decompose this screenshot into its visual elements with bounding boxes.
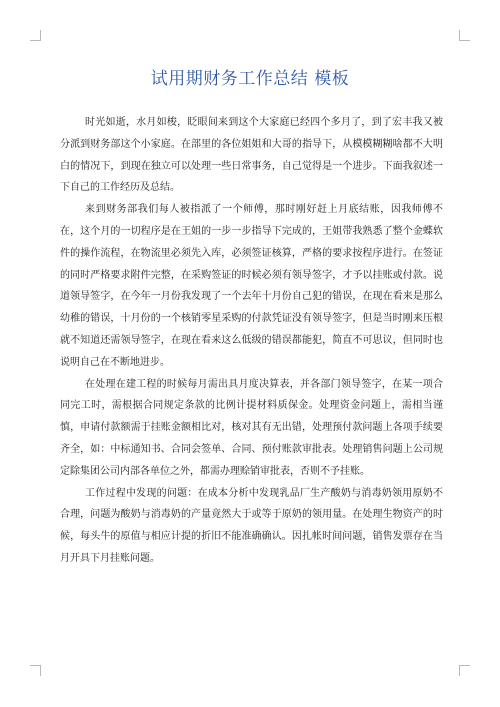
crop-mark-bottom-right (459, 665, 470, 676)
crop-mark-top-right (459, 30, 470, 41)
crop-mark-bottom-left (30, 665, 41, 676)
paragraph-3: 在处理在建工程的时候每月需出具月度决算表，并各部门领导签字，在某一项合同完工时，需根据合同规定条款的比例计提材料质保金。处理资金问题上，需相当谨慎，申请付款额需于挂账金额相比对，核对其有无出错，处理预付款问题上各项手续要齐全，如：中标通知书、合同会签单、合同、预付账款审批表。处理销售问题上公司规定除集团公司内部各单位之外，都需办理赊销审批表，否则不予挂账。 (60, 378, 443, 477)
paragraph-4: 工作过程中发现的问题：在成本分析中发现乳品厂生产酸奶与消毒奶领用原奶不合理，问题为酸奶与消毒奶的产量竟然大于或等于原奶的领用量。在处理生物资产的时候，每头牛的原值与相应计提的折旧不能准确确认。因扎帐时间问题，销售发票存在当月开具下月挂账问题。 (60, 487, 443, 564)
document-title: 试用期财务工作总结 模板 (150, 69, 350, 89)
paragraph-1: 时光如逝，水月如梭，眨眼间来到这个大家庭已经四个多月了，到了宏丰我又被分派到财务部这个小家庭。在部里的各位姐姐和大哥的指导下，从模模糊糊啥都不大明白的情况下，到现在独立可以处理一些日常事务，自己觉得是一个进步。下面我叙述一下自己的工作经历及总结。 (60, 117, 443, 194)
crop-mark-top-left (30, 30, 41, 41)
document-body (60, 112, 443, 570)
paragraph-2: 来到财务部我们每人被指派了一个师傅，那时刚好赶上月底结账，因我师傅不在，这个月的一切程序是在王姐的一步一步指导下完成的，王姐带我熟悉了整个金蝶软件的操作流程，在物流里必须先入库，必须签证核算，严格的要求按程序进行。在签证的同时严格要求附件完整，在采购签证的时候必须有领导签字，才予以挂账或付款。说道领导签字，在今年一月份我发现了一个去年十月份自己犯的错误，在现在看来是那么幼稚的错误，十月份的一个核销零星采购的付款凭证没有领导签字，但是当时刚来压根就不知道还需领导签字，在现在看来这么低级的错误都能犯，简直不可思议，但同时也说明自己在不断地进步。 (60, 204, 443, 368)
